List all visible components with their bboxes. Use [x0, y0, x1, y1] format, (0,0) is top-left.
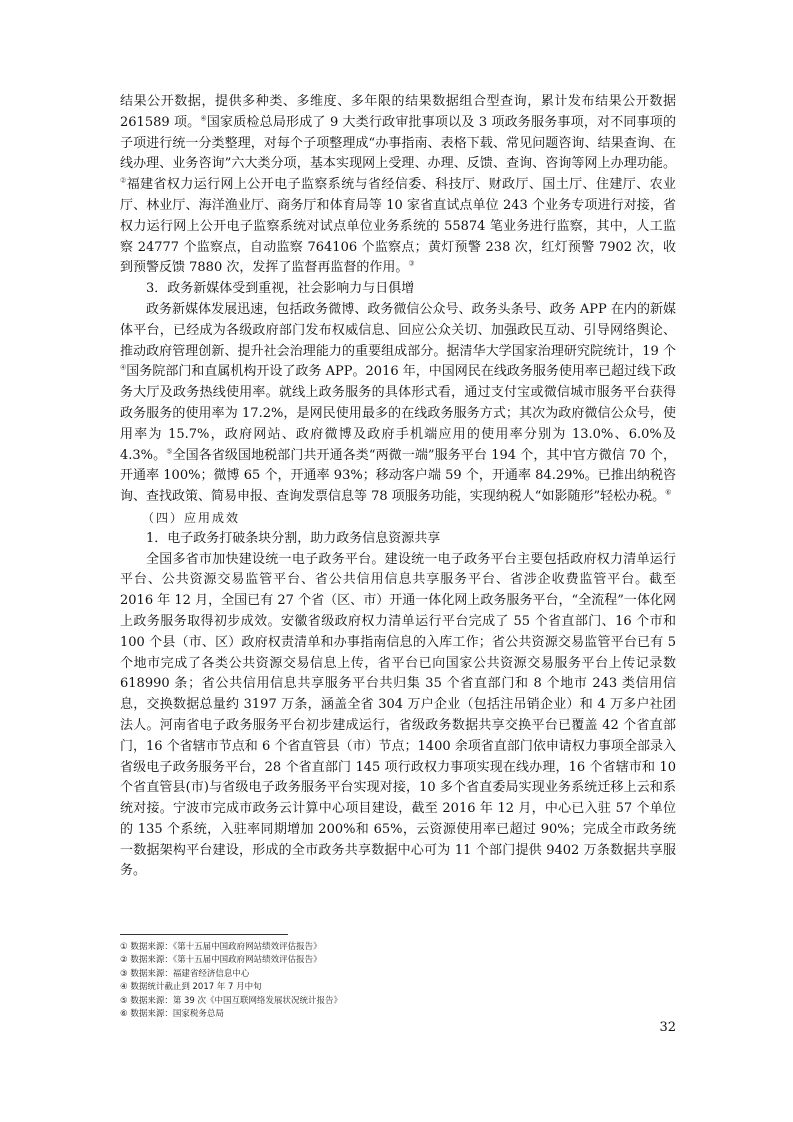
footnote-item: ④ 数据统计截止到 2017 年 7 月中旬	[120, 982, 262, 993]
footnote-item: ② 数据来源：《第十五届中国政府网站绩效评估报告》	[120, 955, 322, 966]
footnote-item: ③ 数据来源：福建省经济信息中心	[120, 968, 250, 979]
text-run: 政务新媒体发展迅速，包括政务微博、政务微信公众号、政务头条号、政务 APP 在内的新媒体平台，已经成为各级政府部门发布权威信息、回应公众关切、加强政民互动、引导网络舆论、推动政府管理创新、提升社会治理能力的重要组成部分。据清华大学国家治理研究院统计，19 个	[120, 301, 676, 359]
footnote-item: ⑥ 数据来源：国家税务总局	[120, 1009, 224, 1020]
footnote-ref: ②	[120, 176, 127, 185]
page-body	[120, 92, 676, 882]
page-number: 32	[659, 1020, 676, 1035]
footnote-item: ⑤ 数据来源：第 39 次《中国互联网络发展状况统计报告》	[120, 995, 343, 1006]
footnote-ref: ④	[120, 364, 127, 373]
text-run: 国家质检总局形成了 9 大类行政审批事项以及 3 项政务服务事项，对不同事项的子项进行统一分类整理，对每个子项整理成“办事指南、表格下载、常见问题咨询、结果查询、在线办理、业务咨询”六大类分项，基本实现网上受理、办理、反馈、查询、咨询等网上办理功能。	[120, 114, 677, 172]
paragraph-results-disclosure	[120, 92, 676, 279]
section-heading-new-media: 3．政务新媒体受到重视，社会影响力与日俱增	[146, 281, 415, 297]
text-run: 全国各省级国地税部门共开通各类“两微一端”服务平台 194 个，其中官方微信 70 个，开通率 100%；微博 65 个，开通率 93%；移动客户端 59 个，开通率 84.29%。已推出纳税咨询、查找政策、简易申报、查询发票信息等 78 项服务功能，实现纳税人“如影随形”轻松办税。	[120, 447, 676, 505]
footnote-ref: ③	[408, 260, 415, 269]
section-heading-application-results: （四）应用成效	[142, 510, 241, 525]
text-run: 结果公开数据，提供多种类、多维度、多年限的结果数据组合型查询，累计发布结果公开数据 261589 项。	[120, 94, 676, 130]
text-run: 国务院部门和直属机构开设了政务 APP。2016 年，中国网民在线政务服务使用率已超过线下政务大厅及政务热线使用率。就线上政务服务的具体形式看，通过支付宝或微信城市服务平台获得政务服务的使用率为 17.2%，是网民使用最多的在线政务服务方式；其次为政府微信公众号，使用率为 15.7%，政府网站、政府微博及政府手机端应用的使用率分别为 13.0%、6.0%及 4.3%。	[120, 364, 677, 463]
footnote-ref: ④	[200, 114, 207, 123]
subsection-heading-resource-sharing: 1．电子政务打破条块分割，助力政务信息资源共享	[146, 530, 441, 546]
text-run: 福建省权力运行网上公开电子监察系统与省经信委、科技厅、财政厅、国土厅、住建厅、农业厅、林业厅、海洋渔业厅、商务厅和体育局等 10 家省直试点单位 243 个业务专项进行对接，省权力运行网上公开电子监察系统对试点单位业务系统的 55874 笔业务进行监察，其中，人工监察 24777 个监察点，自动监察 764106 个监察点；黄灯预警 238 次，红灯预警 7902 次，收到预警反馈 7880 次，发挥了监督再监督的作用。	[120, 177, 676, 276]
footnote-divider	[120, 934, 288, 935]
footnotes	[120, 941, 676, 1021]
paragraph-unified-platform: 全国多省市加快建设统一电子政务平台。建设统一电子政务平台主要包括政府权力清单运行平台、公共资源交易监管平台、省公共信用信息共享服务平台、省涉企收费监管平台。截至 2016 年 12 月，全国已有 27 个省（区、市）开通一体化网上政务服务平台，“全流程”一体化网上政务服务取得初步成效。安徽省级政府权力清单运行平台完成了 55 个省直部门、16 个市和 100 个县（市、区）政府权责清单和办事指南信息的入库工作；省公共资源交易监管平台已有 5 个地市完成了各类公共资源交易信息上传，省平台已向国家公共资源交易服务平台上传记录数 618990 条；省公共信用信息共享服务平台共归集 35 个省直部门和 8 个地市 243 类信用信息，交换数据总量约 3197 万条，涵盖全省 304 万户企业（包括注吊销企业）和 4 万多户社团法人。河南省电子政务服务平台初步建成运行，省级政务数据共享交换平台已覆盖 42 个省直部门，16 个省辖市节点和 6 个省直管县（市）节点；1400 余项省直部门依申请权力事项全部录入省级电子政务服务平台，28 个省直部门 145 项行政权力事项实现在线办理，16 个省辖市和 10 个省直管县(市)与省级电子政务服务平台实现对接，10 多个省直委局实现业务系统迁移上云和系统对接。宁波市完成市政务云计算中心项目建设，截至 2016 年 12 月，中心已入驻 57 个单位的 135 个系统，入驻率同期增加 200%和 65%，云资源使用率已超过 90%；完成全市政务统一数据架构平台建设，形成的全市政务共享数据中心可为 11 个部门提供 9402 万条数据共享服务。	[120, 551, 676, 879]
footnote-ref: ⑤	[166, 447, 173, 456]
footnote-ref: ⑥	[665, 488, 672, 497]
paragraph-new-media	[120, 300, 676, 508]
footnote-item: ① 数据来源：《第十五届中国政府网站绩效评估报告》	[120, 942, 322, 952]
